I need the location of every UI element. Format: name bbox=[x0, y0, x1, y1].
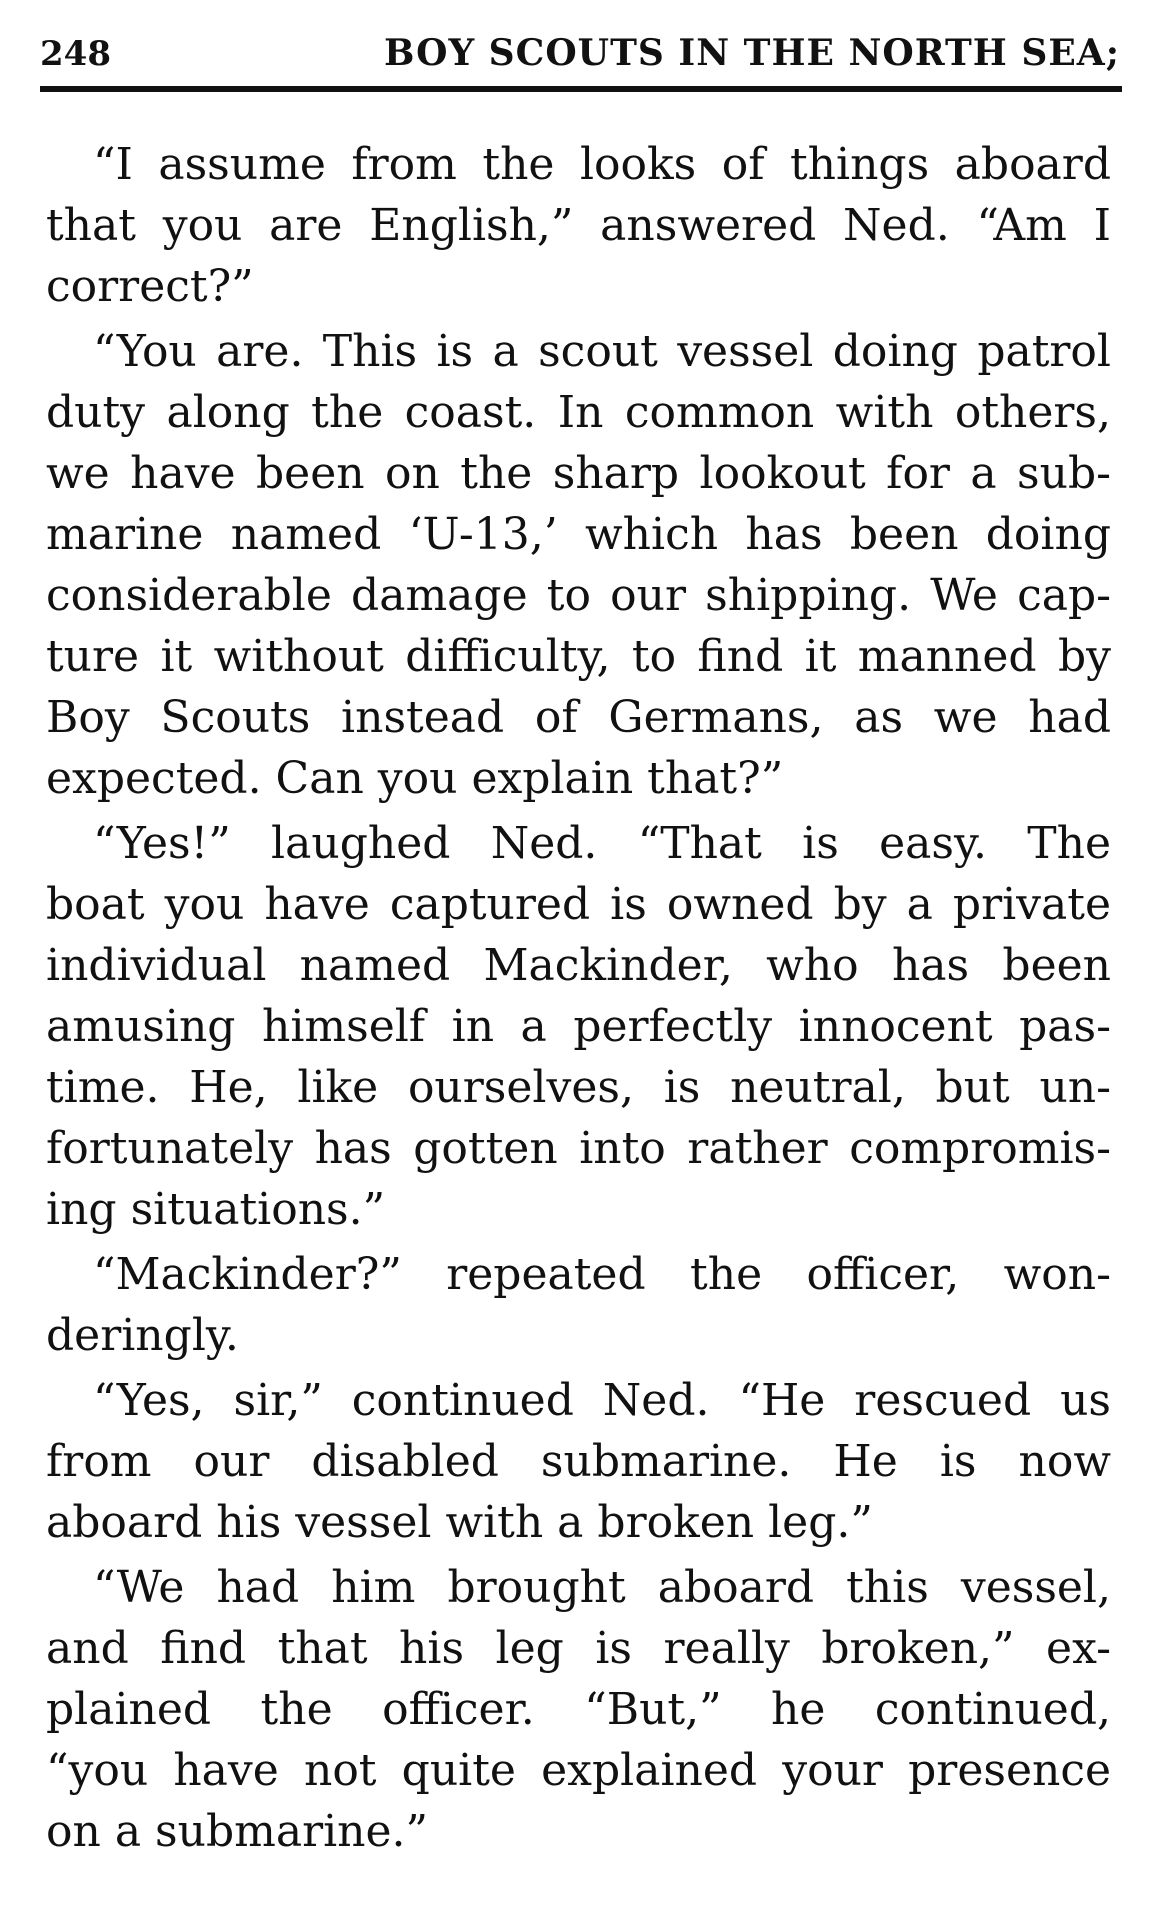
text-line: fortunately has gotten into rather compromis- bbox=[46, 1123, 1111, 1174]
text-line: deringly. bbox=[46, 1310, 239, 1361]
text-line: “Yes, sir,” continued Ned. “He rescued us bbox=[93, 1375, 1111, 1426]
page-header bbox=[40, 26, 1120, 74]
text-line: “We had him brought aboard this vessel, bbox=[93, 1562, 1111, 1613]
paragraph bbox=[46, 1244, 1111, 1366]
text-line: “You are. This is a scout vessel doing patrol bbox=[93, 326, 1111, 377]
paragraph bbox=[46, 1370, 1111, 1553]
text-line: from our disabled submarine. He is now bbox=[46, 1436, 1111, 1487]
paragraph bbox=[46, 1557, 1111, 1862]
text-line: boat you have captured is owned by a private bbox=[46, 879, 1111, 930]
text-line: “you have not quite explained your presence bbox=[46, 1745, 1111, 1796]
text-line: “I assume from the looks of things aboard bbox=[93, 139, 1111, 190]
text-line: Boy Scouts instead of Germans, as we had bbox=[46, 692, 1111, 743]
text-line: amusing himself in a perfectly innocent pas- bbox=[46, 1001, 1111, 1052]
body-text bbox=[46, 134, 1111, 1866]
text-line: duty along the coast. In common with others, bbox=[46, 387, 1111, 438]
text-line: “Yes!” laughed Ned. “That is easy. The bbox=[93, 818, 1111, 869]
paragraph bbox=[46, 321, 1111, 809]
text-line: marine named ‘U-13,’ which has been doing bbox=[46, 509, 1111, 560]
text-line: “Mackinder?” repeated the officer, won- bbox=[93, 1249, 1111, 1300]
paragraph bbox=[46, 134, 1111, 317]
text-line: that you are English,” answered Ned. “Am I bbox=[46, 200, 1111, 251]
text-line: correct?” bbox=[46, 261, 254, 312]
text-line: time. He, like ourselves, is neutral, but un- bbox=[46, 1062, 1111, 1113]
text-line: on a submarine.” bbox=[46, 1806, 429, 1857]
header-rule bbox=[40, 86, 1122, 92]
text-line: ing situations.” bbox=[46, 1184, 386, 1235]
text-line: expected. Can you explain that?” bbox=[46, 753, 784, 804]
text-line: plained the officer. “But,” he continued, bbox=[46, 1684, 1111, 1735]
text-line: considerable damage to our shipping. We cap- bbox=[46, 570, 1111, 621]
text-line: ture it without difficulty, to find it manned by bbox=[46, 631, 1111, 682]
text-line: we have been on the sharp lookout for a sub- bbox=[46, 448, 1111, 499]
text-line: aboard his vessel with a broken leg.” bbox=[46, 1497, 873, 1548]
page-number: 248 bbox=[40, 34, 111, 74]
text-line: and find that his leg is really broken,” ex- bbox=[46, 1623, 1111, 1674]
running-head: BOY SCOUTS IN THE NORTH SEA; bbox=[383, 32, 1120, 74]
paragraph bbox=[46, 813, 1111, 1240]
text-line: individual named Mackinder, who has been bbox=[46, 940, 1111, 991]
